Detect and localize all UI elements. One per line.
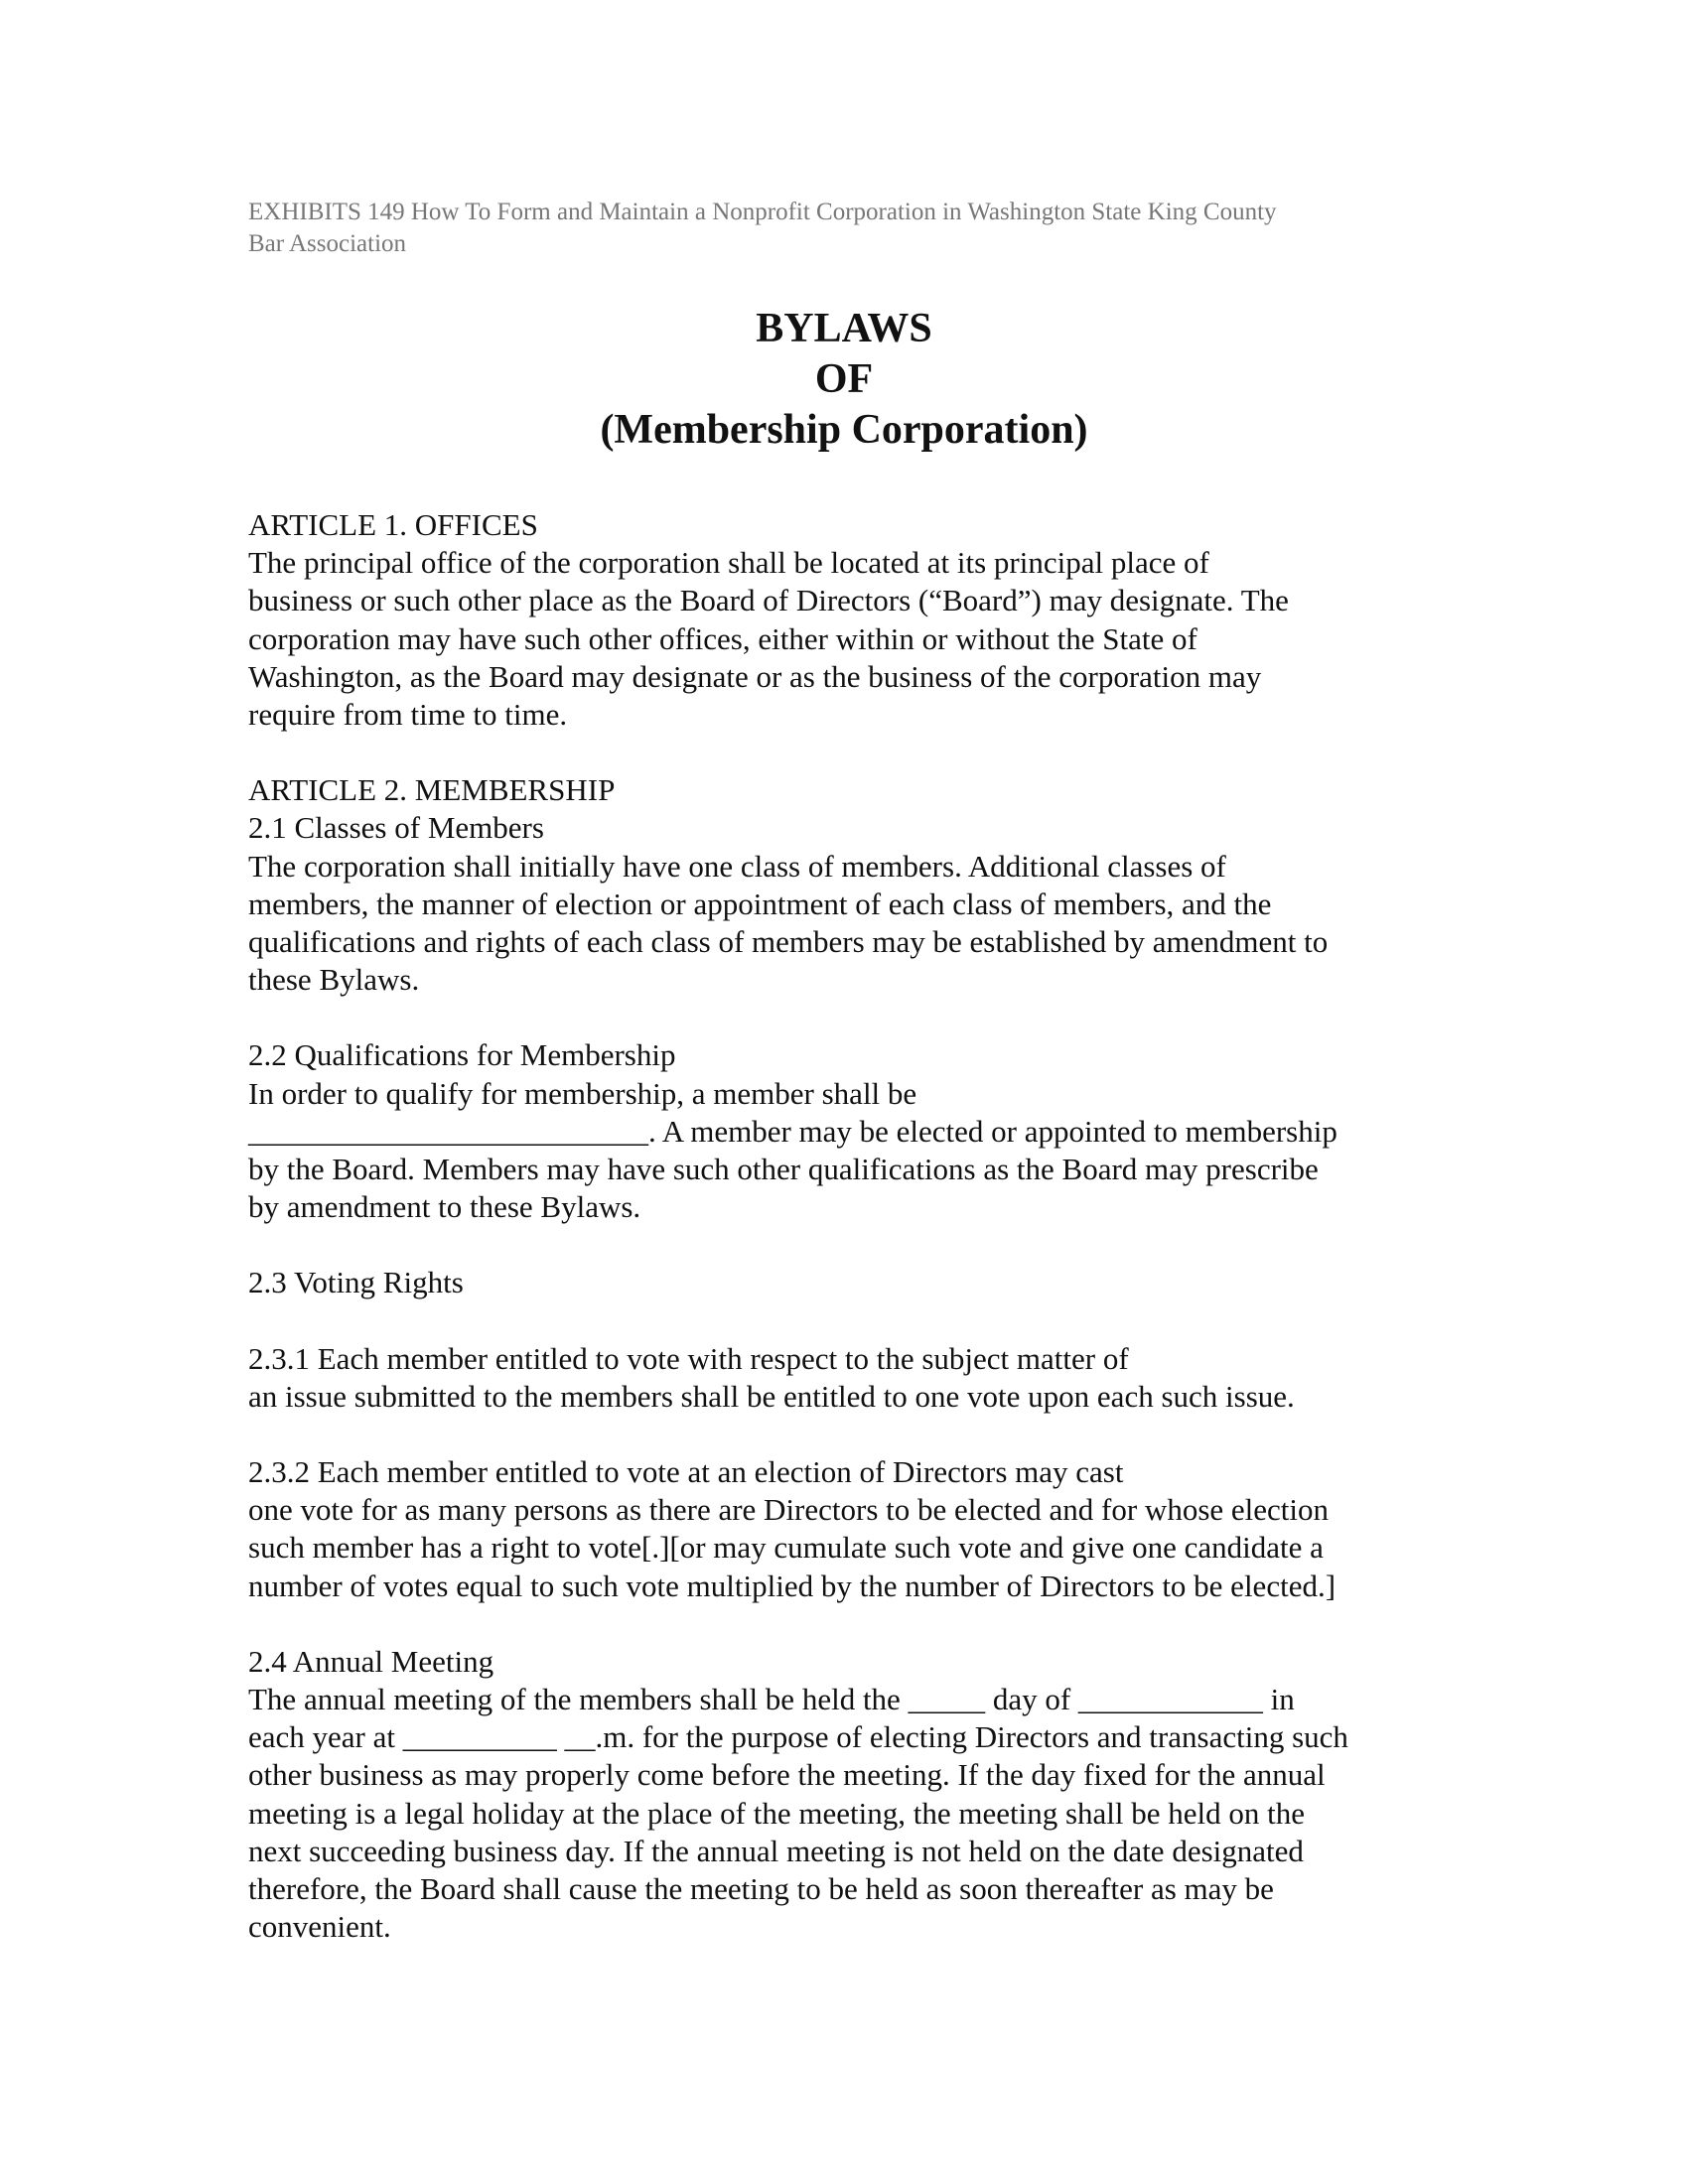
document-body bbox=[248, 506, 1440, 1947]
header-note-line: Bar Association bbox=[248, 230, 407, 257]
paragraph-line: Washington, as the Board may designate or as the business of the corporation may bbox=[248, 658, 1262, 694]
article-heading: ARTICLE 1. OFFICES bbox=[248, 507, 538, 542]
paragraph-line: number of votes equal to such vote multiplied by the number of Directors to be elected.] bbox=[248, 1568, 1336, 1603]
paragraph-line: qualifications and rights of each class of members may be established by amendment to bbox=[248, 924, 1329, 960]
paragraph-line: In order to qualify for membership, a member shall be bbox=[248, 1075, 917, 1111]
title-line: OF bbox=[814, 356, 874, 402]
section-2-3-2 bbox=[248, 1453, 1440, 1605]
article-heading: ARTICLE 2. MEMBERSHIP bbox=[248, 772, 616, 808]
paragraph-line: The principal office of the corporation shall be located at its principal place of bbox=[248, 545, 1209, 581]
paragraph-line: by the Board. Members may have such other qualifications as the Board may prescribe bbox=[248, 1152, 1319, 1187]
section-heading: 2.2 Qualifications for Membership bbox=[248, 1037, 676, 1073]
paragraph-line: therefore, the Board shall cause the meeting to be held as soon thereafter as may be bbox=[248, 1871, 1274, 1907]
paragraph-line: corporation may have such other offices, either within or without the State of bbox=[248, 620, 1197, 656]
paragraph-line: The corporation shall initially have one class of members. Additional classes of bbox=[248, 848, 1226, 884]
title-line: BYLAWS bbox=[756, 306, 932, 351]
paragraph-line: 2.3.1 Each member entitled to vote with respect to the subject matter of bbox=[248, 1340, 1129, 1376]
paragraph-line: such member has a right to vote[.][or may cumulate such vote and give one candidate a bbox=[248, 1530, 1324, 1566]
paragraph-line: convenient. bbox=[248, 1909, 391, 1945]
title-line: (Membership Corporation) bbox=[600, 407, 1088, 453]
paragraph-line: other business as may properly come before the meeting. If the day fixed for the annual bbox=[248, 1757, 1326, 1793]
section-heading: 2.4 Annual Meeting bbox=[248, 1643, 494, 1679]
paragraph-line: members, the manner of election or appointment of each class of members, and the bbox=[248, 886, 1272, 921]
paragraph-line: an issue submitted to the members shall be entitled to one vote upon each such issue. bbox=[248, 1378, 1295, 1414]
section-heading: 2.1 Classes of Members bbox=[248, 810, 544, 846]
article-1 bbox=[248, 506, 1440, 734]
paragraph-line: one vote for as many persons as there are Directors to be elected and for whose election bbox=[248, 1492, 1330, 1528]
paragraph-line: The annual meeting of the members shall be held the _____ day of ____________ in bbox=[248, 1682, 1295, 1717]
article-2 bbox=[248, 771, 1440, 999]
paragraph-line: business or such other place as the Board of Directors (“Board”) may designate. The bbox=[248, 583, 1289, 618]
paragraph-line: these Bylaws. bbox=[248, 962, 420, 998]
section-2-4 bbox=[248, 1643, 1440, 1947]
paragraph-line: require from time to time. bbox=[248, 697, 568, 733]
paragraph-line: next succeeding business day. If the annual meeting is not held on the date designated bbox=[248, 1833, 1304, 1868]
paragraph-line: __________________________. A member may be elected or appointed to membership bbox=[248, 1113, 1337, 1149]
section-2-2 bbox=[248, 1036, 1440, 1226]
header-note-line: EXHIBITS 149 How To Form and Maintain a Nonprofit Corporation in Washington State King County bbox=[248, 199, 1277, 225]
paragraph-line: by amendment to these Bylaws. bbox=[248, 1189, 641, 1225]
section-2-3 bbox=[248, 1264, 1440, 1301]
paragraph-line: 2.3.2 Each member entitled to vote at an election of Directors may cast bbox=[248, 1454, 1124, 1490]
paragraph-line: each year at __________ __.m. for the purpose of electing Directors and transacting such bbox=[248, 1719, 1348, 1755]
paragraph-line: meeting is a legal holiday at the place of the meeting, the meeting shall be held on the bbox=[248, 1795, 1305, 1831]
header-note bbox=[248, 197, 1440, 260]
section-heading: 2.3 Voting Rights bbox=[248, 1265, 464, 1300]
document-title bbox=[0, 304, 1688, 456]
section-2-3-1 bbox=[248, 1340, 1440, 1416]
